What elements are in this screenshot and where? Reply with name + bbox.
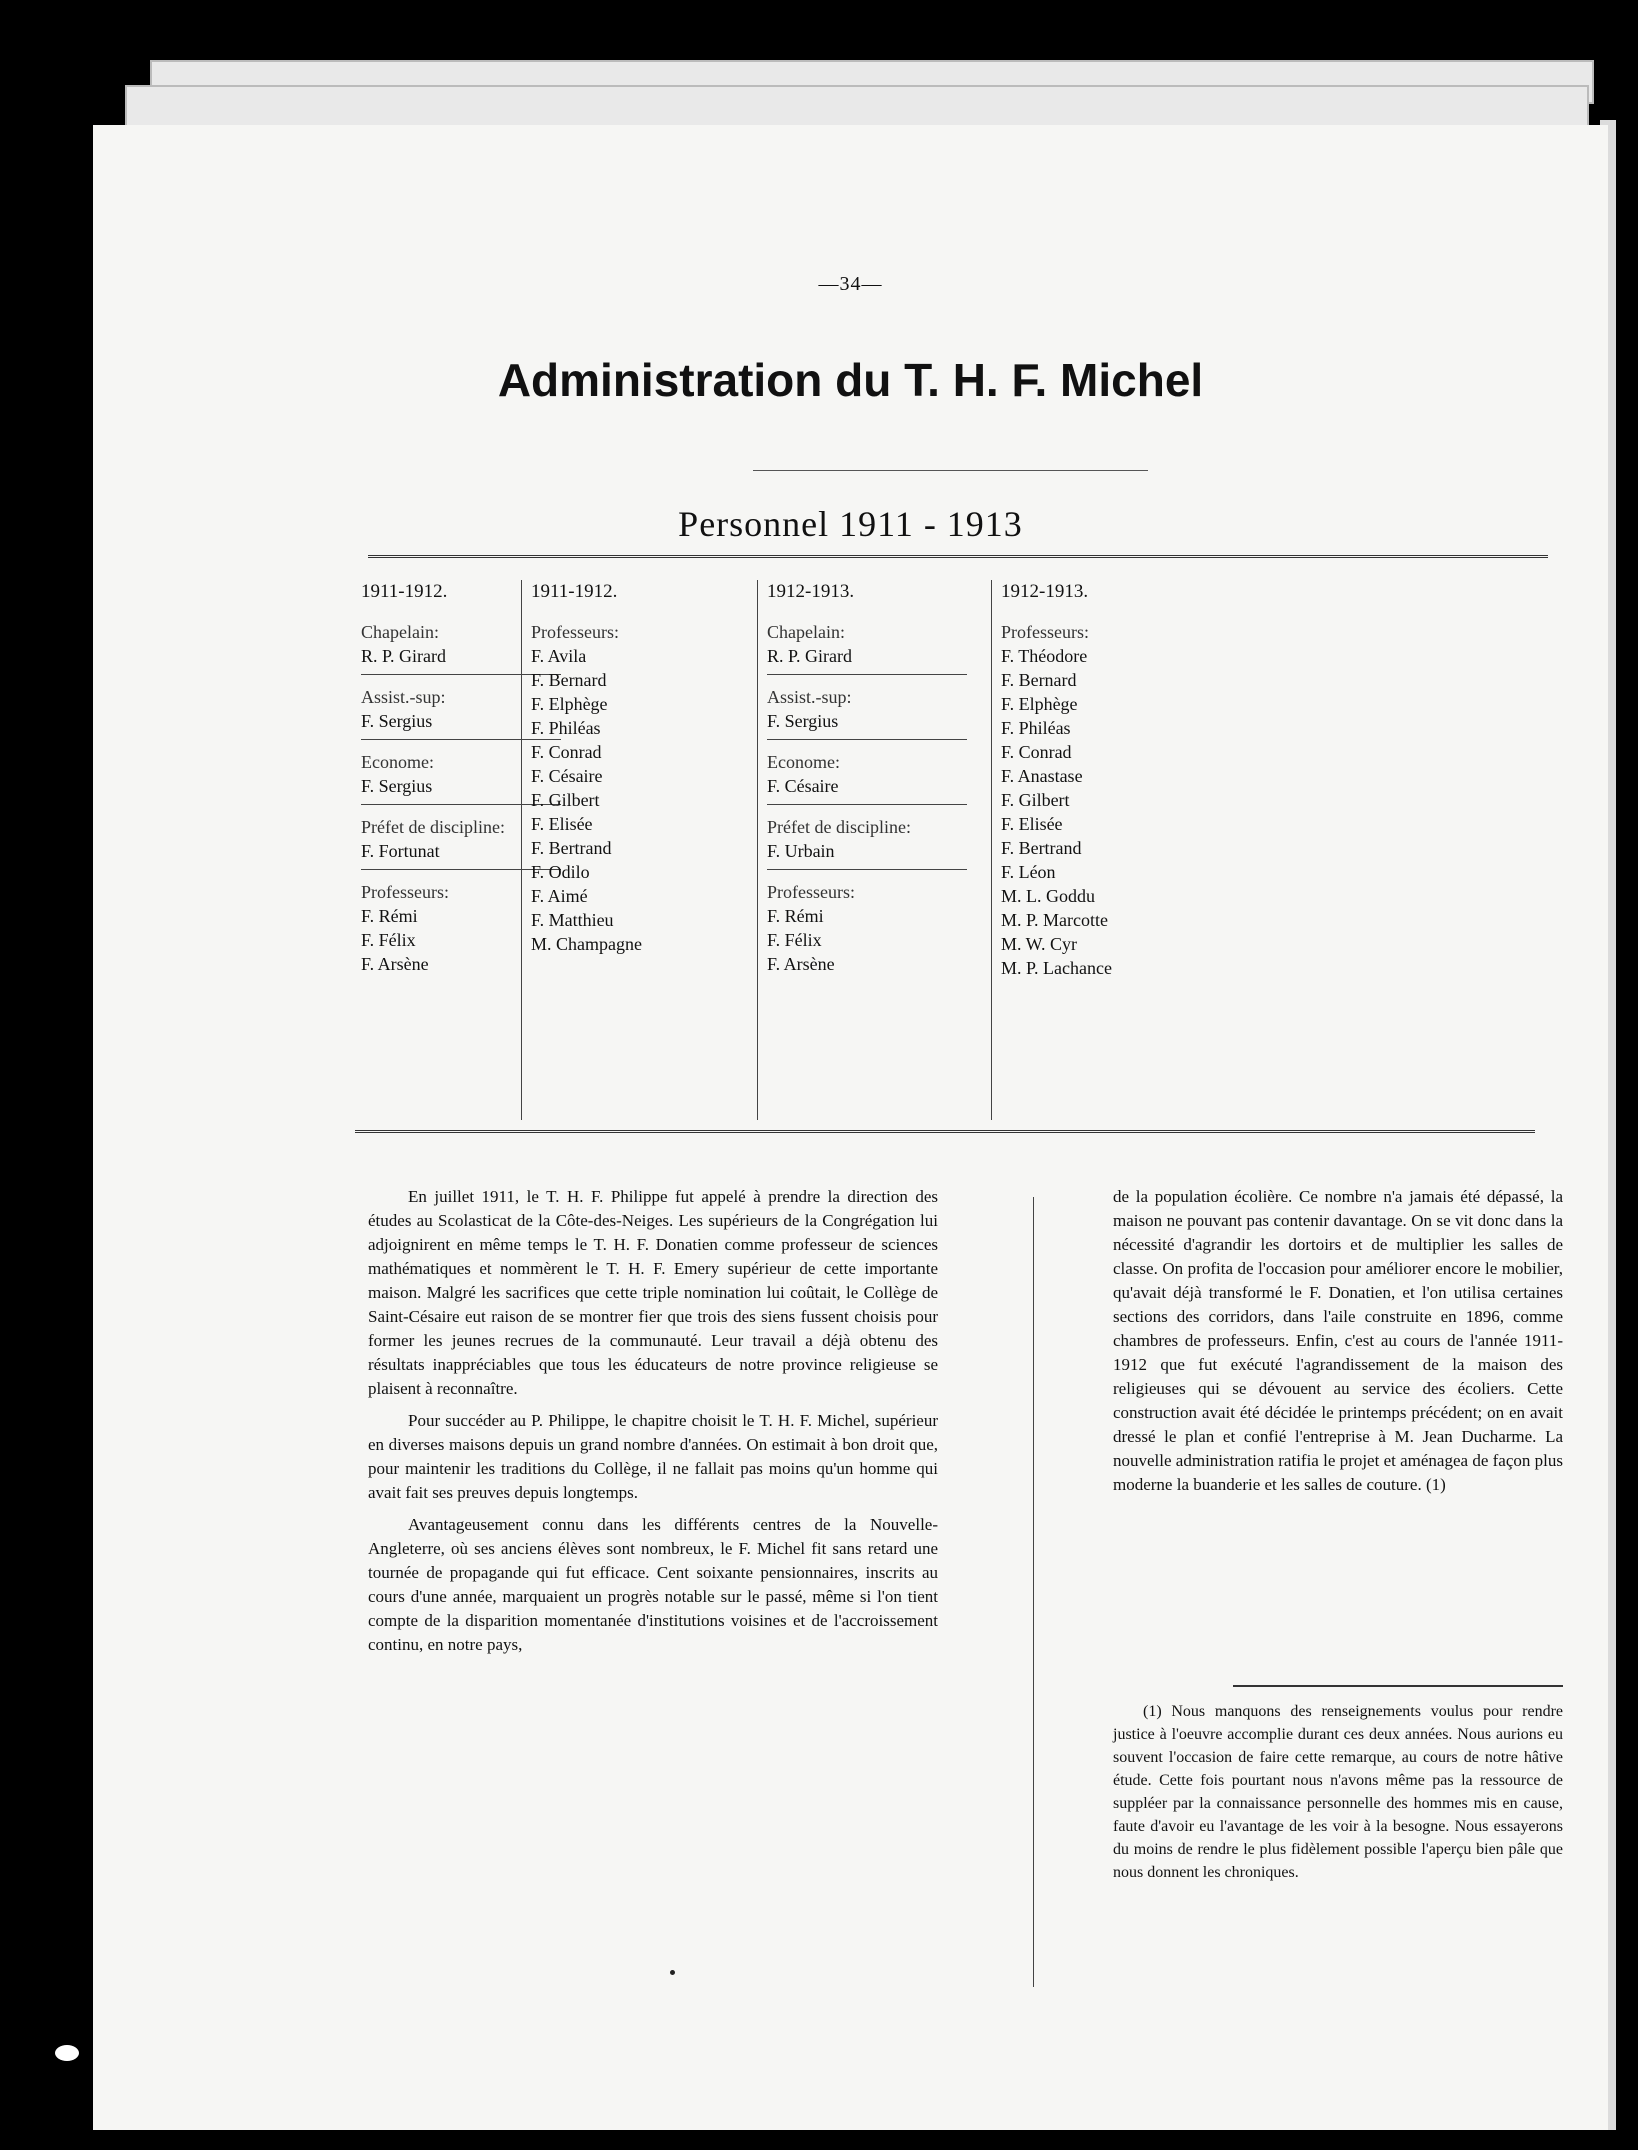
page-number: —34— — [818, 273, 883, 295]
staff-name: F. Arsène — [361, 954, 429, 974]
staff-block: Econome: F. Césaire — [767, 748, 967, 805]
staff-name: F. Anastase — [1001, 766, 1083, 786]
staff-name: F. Arsène — [767, 954, 835, 974]
staff-block: Préfet de discipline: F. Urbain — [767, 813, 967, 870]
staff-column-2 — [531, 580, 731, 970]
staff-block: Chapelain: R. P. Girard — [361, 618, 561, 675]
staff-name: F. Matthieu — [531, 910, 614, 930]
staff-name: F. Bertrand — [531, 838, 612, 858]
staff-name: M. L. Goddu — [1001, 886, 1095, 906]
staff-name: F. Félix — [767, 930, 822, 950]
staff-name: F. Rémi — [767, 906, 824, 926]
column-separator — [757, 580, 758, 1120]
staff-name: F. Conrad — [531, 742, 602, 762]
staff-name: F. Odilo — [531, 862, 590, 882]
staff-name: F. Sergius — [361, 711, 433, 731]
staff-block: Assist.-sup: F. Sergius — [767, 683, 967, 740]
page-subtitle: Personnel 1911 - 1913 — [678, 504, 1023, 544]
footnote-rule — [1233, 1685, 1563, 1687]
column-year: 1912-1913. — [1001, 581, 1089, 602]
staff-block: Econome: F. Sergius — [361, 748, 561, 805]
table-bottom-rule — [355, 1130, 1535, 1133]
staff-name: F. Aimé — [531, 886, 588, 906]
staff-name: F. Bernard — [1001, 670, 1077, 690]
staff-column-4 — [1001, 580, 1211, 994]
paragraph: Pour succéder au P. Philippe, le chapitre choisit le T. H. F. Michel, supérieur en diverses maisons depuis un grand nombre d'années. On estimait à bon droit que, pour maintenir les traditions du Collège, il ne fallait pas moins qu'un homme qui avait fait ses preuves depuis longtemps. — [368, 1411, 938, 1502]
staff-name: F. Félix — [361, 930, 416, 950]
staff-column-3 — [767, 580, 967, 990]
staff-name: F. Rémi — [361, 906, 418, 926]
staff-name: F. Elisée — [1001, 814, 1063, 834]
staff-name: F. Gilbert — [531, 790, 600, 810]
staff-block: Professeurs: F. Rémi F. Félix F. Arsène — [767, 878, 967, 982]
column-separator — [521, 580, 522, 1120]
staff-block: Assist.-sup: F. Sergius — [361, 683, 561, 740]
staff-name: F. Sergius — [361, 776, 433, 796]
column-divider — [1033, 1197, 1034, 1987]
paragraph: Avantageusement connu dans les différents centres de la Nouvelle-Angleterre, où ses anciens élèves sont nombreux, le F. Michel fit sans retard une tournée de propagande qui fut efficace. Cent soixante pensionnaires, inscrits au cours d'une année, marquaient un progrès notable sur le passé, même si l'on tient compte de la disparition momentanée d'institutions voisines et de l'accroissement continu, en notre pays, — [368, 1515, 938, 1654]
column-year: 1911-1912. — [531, 581, 618, 602]
paragraph: de la population écolière. Ce nombre n'a jamais été dépassé, la maison ne pouvant pas contenir davantage. On se vit donc dans la nécessité d'agrandir les dortoirs et de multiplier les salles de classe. On profita de l'occasion pour améliorer encore le mobilier, qu'avait déjà transformé le F. Donatien, et l'on utilisa certaines sections des corridors, dans l'aile construite en 1896, comme chambres de professeurs. Enfin, c'est au cours de l'année 1911-1912 que fut exécuté l'agrandissement de la maison des religieuses qui se dévouent au service des écoliers. Cette construction avait été décidée le printemps précédent; on en avait dressé le plan et confié l'entreprise à M. Jean Ducharme. La nouvelle administration ratifia le projet et aménagea de façon plus moderne la buanderie et les salles de couture. (1) — [1113, 1187, 1563, 1494]
staff-name: F. Urbain — [767, 841, 835, 861]
staff-name: M. P. Marcotte — [1001, 910, 1108, 930]
column-separator — [991, 580, 992, 1120]
scan-blemish — [55, 2045, 79, 2061]
body-text-left — [368, 1185, 938, 1665]
staff-name: F. Césaire — [531, 766, 603, 786]
staff-name: F. Philéas — [1001, 718, 1071, 738]
staff-name: F. Théodore — [1001, 646, 1088, 666]
staff-name: M. P. Lachance — [1001, 958, 1112, 978]
ink-dot — [670, 1970, 675, 1975]
staff-name: M. W. Cyr — [1001, 934, 1078, 954]
staff-name: M. Champagne — [531, 934, 642, 954]
body-text-right — [1113, 1185, 1563, 1505]
column-year: 1912-1913. — [767, 581, 855, 602]
staff-name: F. Avila — [531, 646, 587, 666]
staff-block: Chapelain: R. P. Girard — [767, 618, 967, 675]
paragraph: En juillet 1911, le T. H. F. Philippe fut appelé à prendre la direction des études au Scolasticat de la Côte-des-Neiges. Les supérieurs de la Congrégation lui adjoignirent en même temps le T. H. F. Donatien comme professeur de sciences mathématiques et nommèrent le T. H. F. Emery supérieur de cette importante maison. Malgré les sacrifices que cette triple nomination lui coûtait, le Collège de Saint-Césaire eut raison de se montrer fier que trois des siens fussent choisis pour former les jeunes recrues de la communauté. Leur travail a déjà obtenu des résultats inappréciables que tous les éducateurs de notre province religieuse se plaisent à reconnaître. — [368, 1187, 938, 1398]
staff-name: R. P. Girard — [767, 646, 852, 666]
footnote-text: (1) Nous manquons des renseignements voulus pour rendre justice à l'oeuvre accomplie durant ces deux années. Nous aurions eu souvent l'occasion de faire cette remarque, au cours de notre hâtive étude. Cette fois pourtant nous n'avons même pas la ressource de suppléer par la connaissance personnelle des hommes mis en cause, faute d'avoir eu l'avantage de les voir à la besogne. Nous essayerons du moins de rendre le plus fidèlement possible l'aperçu bien pâle que nous donnent les chroniques. — [1113, 1703, 1563, 1881]
footnote — [1113, 1700, 1563, 1884]
staff-name: F. Gilbert — [1001, 790, 1070, 810]
table-top-rule — [368, 555, 1548, 558]
staff-name: F. Fortunat — [361, 841, 440, 861]
staff-block: Professeurs: F. Théodore F. Bernard F. Elphège F. Philéas F. Conrad F. Anastase F. Gilbert F. Elisée F. Bertrand F. Léon M. L. Goddu M. P. Marcotte M. W. Cyr M. P. Lachance — [1001, 618, 1211, 986]
staff-name: F. Léon — [1001, 862, 1056, 882]
staff-name: F. Elphège — [531, 694, 608, 714]
staff-block: Professeurs: F. Rémi F. Félix F. Arsène — [361, 878, 561, 982]
staff-name: F. Conrad — [1001, 742, 1072, 762]
staff-name: F. Bernard — [531, 670, 607, 690]
staff-name: F. Bertrand — [1001, 838, 1082, 858]
staff-name: F. Sergius — [767, 711, 839, 731]
staff-name: F. Philéas — [531, 718, 601, 738]
staff-block: Professeurs: F. Avila F. Bernard F. Elphège F. Philéas F. Conrad F. Césaire F. Gilbert F. Elisée F. Bertrand F. Odilo F. Aimé F. Matthieu M. Champagne — [531, 618, 731, 962]
column-year: 1911-1912. — [361, 581, 448, 602]
document-page — [93, 125, 1608, 2130]
page-title: Administration du T. H. F. Michel — [497, 354, 1204, 406]
staff-block: Préfet de discipline: F. Fortunat — [361, 813, 561, 870]
staff-name: F. Elisée — [531, 814, 593, 834]
staff-name: R. P. Girard — [361, 646, 446, 666]
staff-name: F. Elphège — [1001, 694, 1078, 714]
staff-name: F. Césaire — [767, 776, 839, 796]
title-rule — [753, 470, 1148, 471]
